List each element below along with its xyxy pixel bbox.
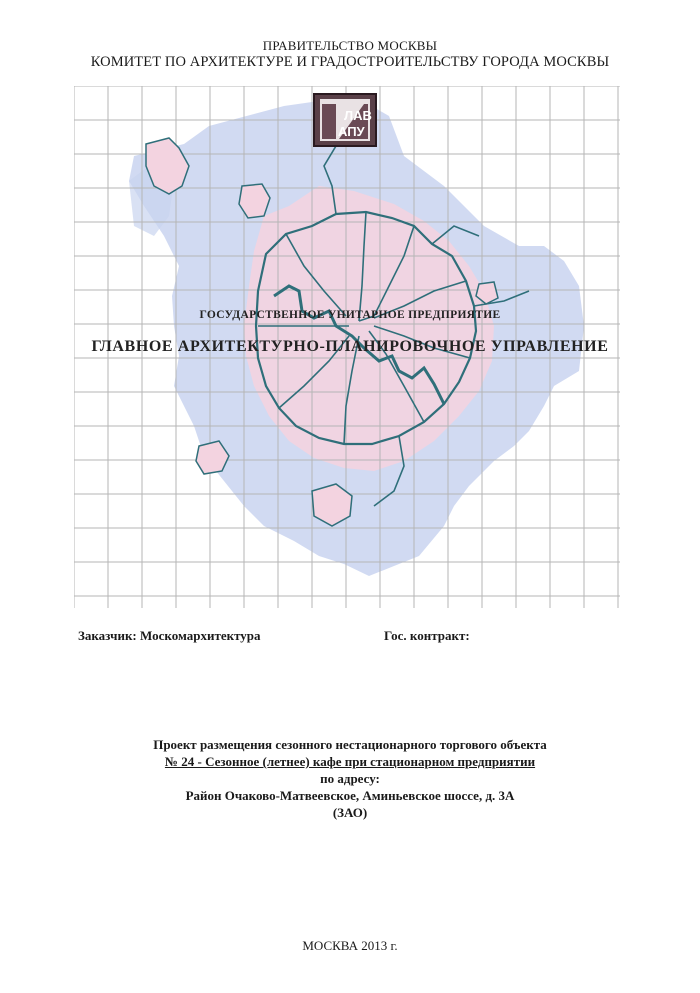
- customer-label: Заказчик:: [78, 628, 137, 643]
- project-line-5: (ЗАО): [332, 805, 368, 820]
- project-line-4: Район Очаково-Матвеевское, Аминьевское шоссе, д. 3А: [185, 788, 515, 803]
- customer-line: [78, 628, 261, 644]
- project-line-2: № 24 - Сезонное (летнее) кафе при стационарном предприятии: [164, 754, 536, 769]
- svg-text:АПУ: АПУ: [338, 124, 365, 139]
- project-line-1: Проект размещения сезонного нестационарного торгового объекта: [153, 737, 547, 752]
- organization-type: ГОСУДАРСТВЕННОЕ УНИТАРНОЕ ПРЕДПРИЯТИЕ: [199, 309, 501, 321]
- customer-value: Москомархитектура: [140, 628, 261, 643]
- committee-title: КОМИТЕТ ПО АРХИТЕКТУРЕ И ГРАДОСТРОИТЕЛЬСТВУ ГОРОДА МОСКВЫ: [90, 54, 610, 70]
- organization-name: ГЛАВНОЕ АРХИТЕКТУРНО-ПЛАНИРОВОЧНОЕ УПРАВЛЕНИЕ: [91, 338, 609, 355]
- project-line-3: по адресу:: [320, 771, 380, 786]
- project-description: [0, 736, 700, 821]
- city-year: МОСКВА 2013 г.: [302, 938, 398, 953]
- government-title: ПРАВИТЕЛЬСТВО МОСКВЫ: [262, 38, 438, 53]
- glavapu-logo: [314, 94, 376, 146]
- contract-label: Гос. контракт:: [384, 628, 470, 643]
- svg-text:ЛАВ: ЛАВ: [344, 108, 372, 123]
